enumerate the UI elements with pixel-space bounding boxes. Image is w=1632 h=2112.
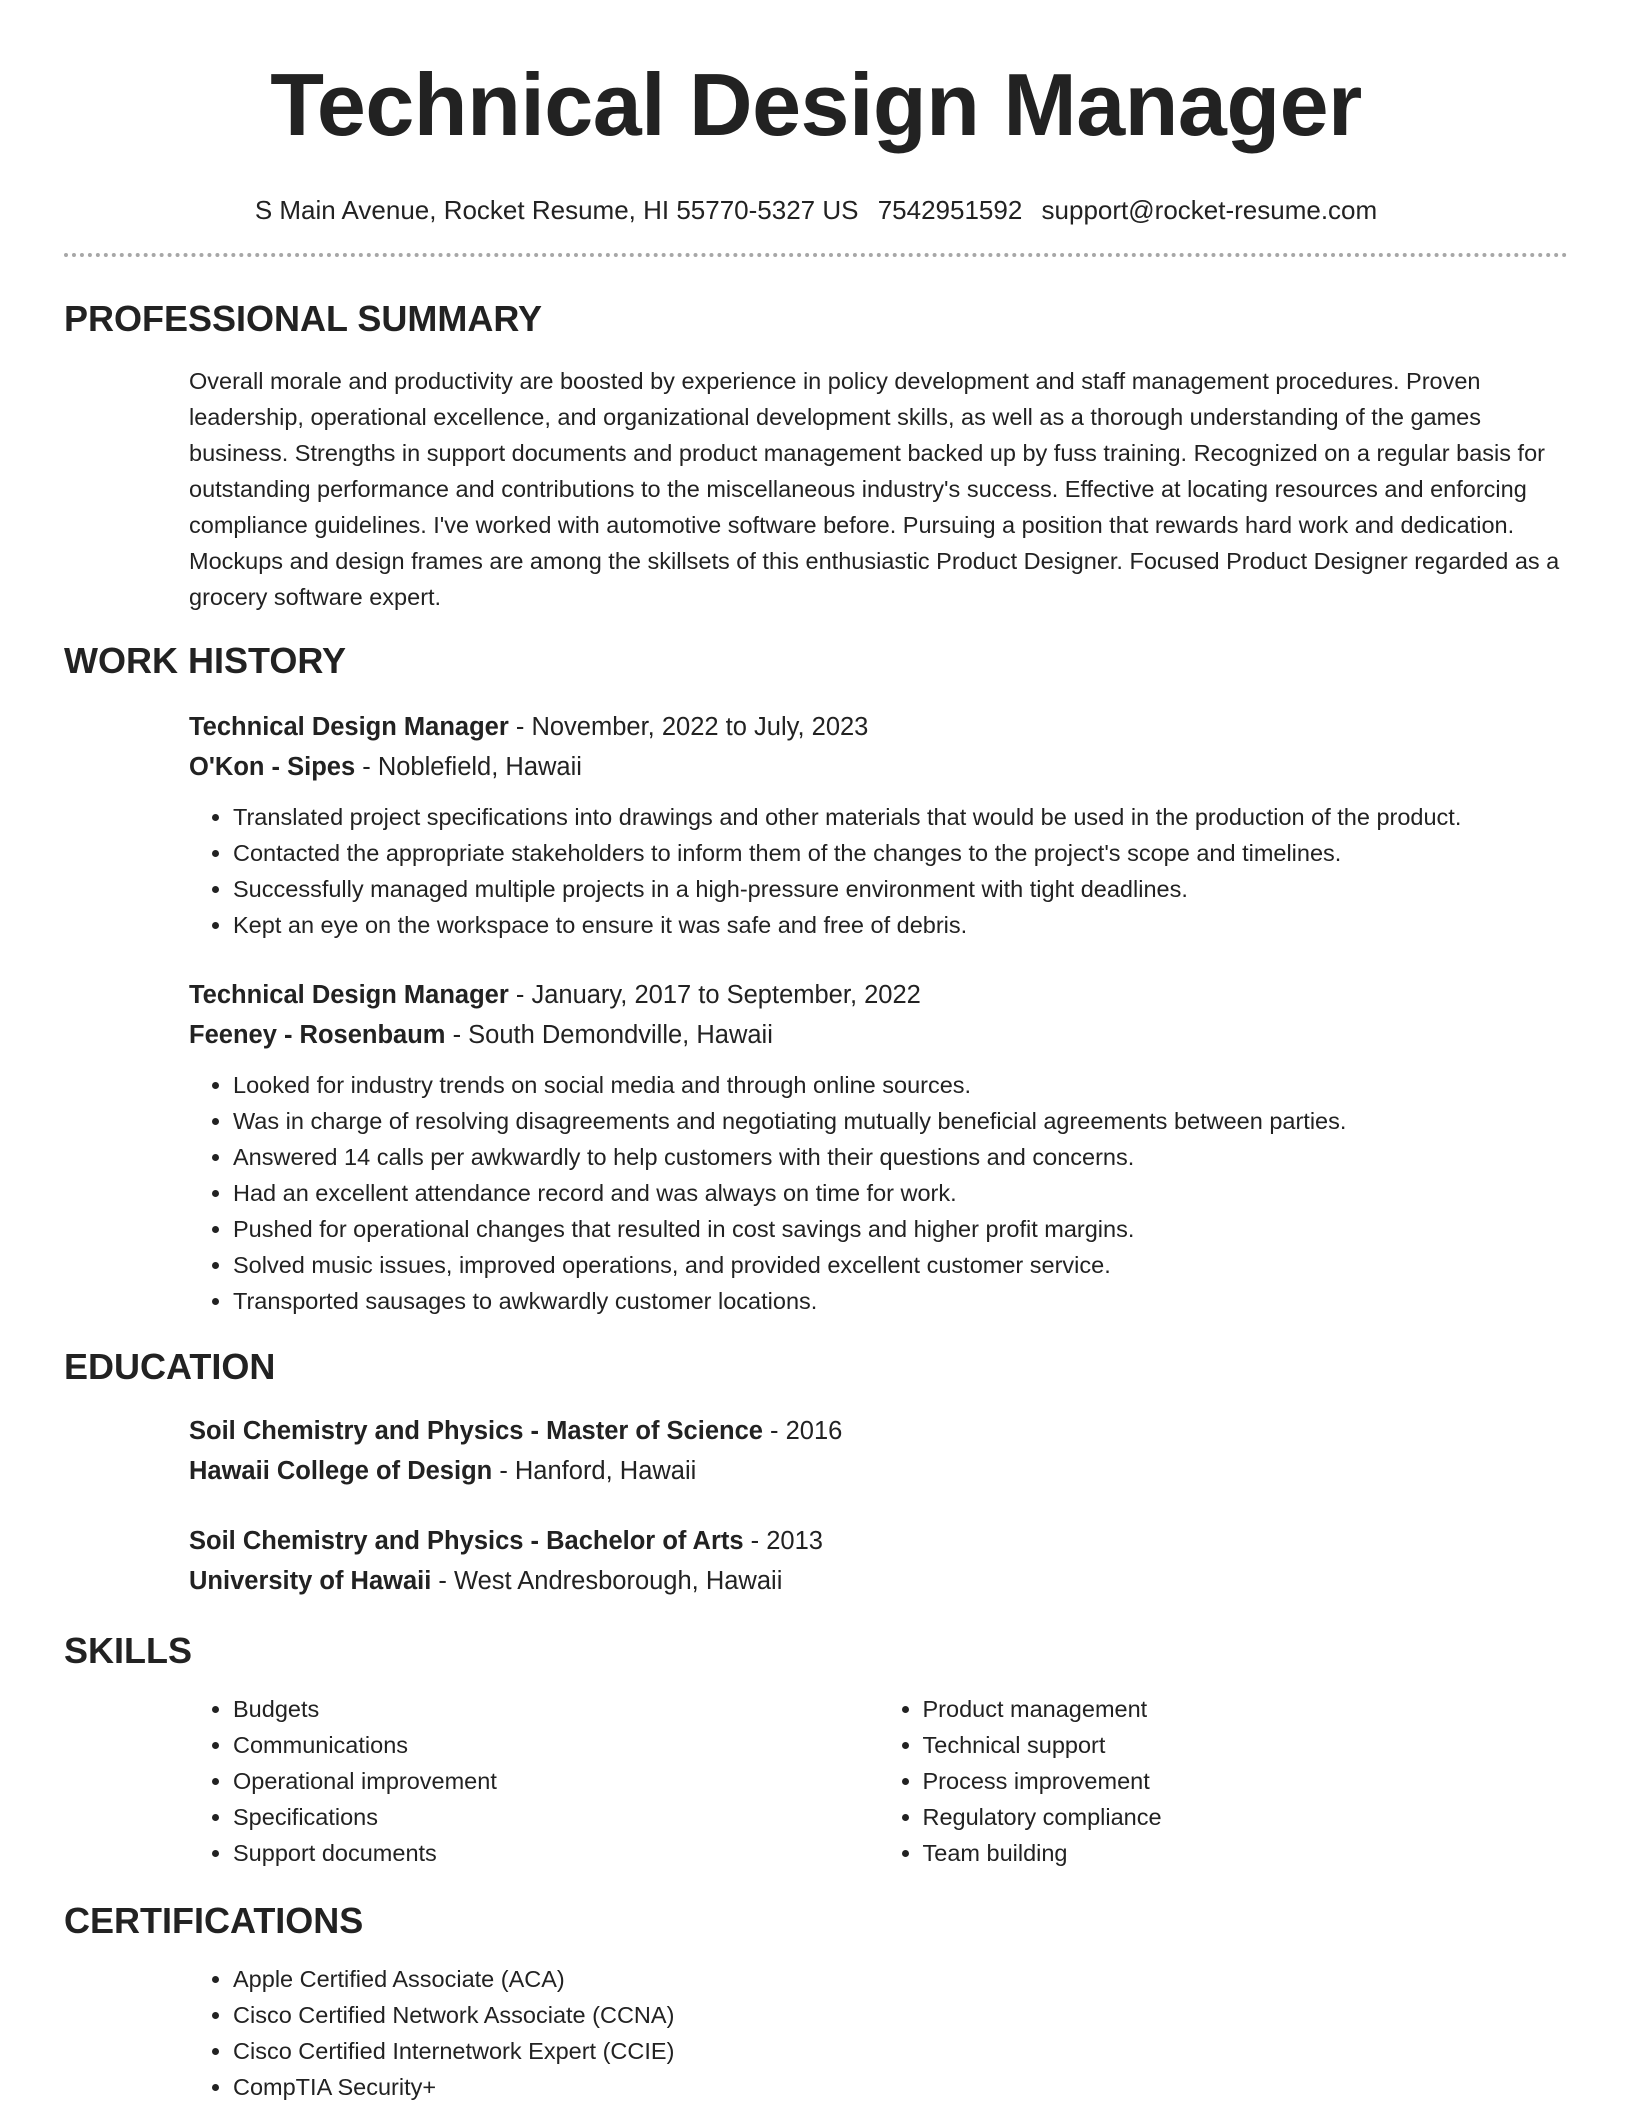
school-name: University of Hawaii	[189, 1567, 432, 1595]
contact-line	[64, 195, 1568, 225]
skill-item: • Communications	[233, 1727, 879, 1763]
skills-section	[189, 1691, 1568, 1871]
job-location: - South Demondville, Hawaii	[445, 1021, 773, 1049]
resume-page	[64, 0, 1568, 2105]
contact-email[interactable]: support@rocket-resume.com	[1041, 195, 1378, 225]
degree-year: - 2013	[743, 1527, 823, 1555]
job-bullet: • Pushed for operational changes that resulted in cost savings and higher profit margins.	[233, 1211, 1568, 1247]
skill-item: • Product management	[923, 1691, 1569, 1727]
job-bullet: • Solved music issues, improved operations, and provided excellent customer service.	[233, 1247, 1568, 1283]
skill-item: • Support documents	[233, 1835, 879, 1871]
education-entry	[189, 1411, 1568, 1491]
job-title-line	[189, 975, 1568, 1015]
header-divider	[64, 253, 1568, 257]
certification-item: • CompTIA Security+	[233, 2069, 1568, 2105]
school-location: - West Andresborough, Hawaii	[431, 1567, 783, 1595]
certification-item: • Cisco Certified Internetwork Expert (CCIE)	[233, 2033, 1568, 2069]
job-dates: - November, 2022 to July, 2023	[508, 713, 869, 741]
contact-address: S Main Avenue, Rocket Resume, HI 55770-5327 US	[254, 195, 859, 225]
job-bullets	[189, 1067, 1568, 1319]
summary-heading: PROFESSIONAL SUMMARY	[64, 298, 543, 339]
job-bullets	[189, 799, 1568, 943]
certifications-section	[189, 1961, 1568, 2105]
job-bullet: • Transported sausages to awkwardly customer locations.	[233, 1283, 1568, 1319]
certification-item: • Apple Certified Associate (ACA)	[233, 1961, 1568, 1997]
job-bullet: • Contacted the appropriate stakeholders to inform them of the changes to the project's scope and timelines.	[233, 835, 1568, 871]
degree-year: - 2016	[762, 1417, 843, 1445]
job-bullet: • Translated project specifications into drawings and other materials that would be used in the production of the product.	[233, 799, 1568, 835]
job-company: O'Kon - Sipes	[189, 753, 356, 781]
skills-list-right	[879, 1691, 1569, 1871]
job-entry	[189, 975, 1568, 1319]
certification-item: • Cisco Certified Network Associate (CCNA)	[233, 1997, 1568, 2033]
school-line	[189, 1451, 1568, 1491]
contact-phone: 7542951592	[877, 195, 1023, 225]
job-position: Technical Design Manager	[189, 713, 509, 741]
job-company-line	[189, 747, 1568, 787]
skill-item: • Regulatory compliance	[923, 1799, 1569, 1835]
job-company: Feeney - Rosenbaum	[189, 1021, 446, 1049]
job-entry	[189, 707, 1568, 943]
work-history-heading: WORK HISTORY	[64, 640, 347, 681]
education-section	[189, 1411, 1568, 1601]
certifications-heading: CERTIFICATIONS	[64, 1900, 364, 1941]
degree-name: Soil Chemistry and Physics - Master of Science	[189, 1417, 763, 1445]
school-name: Hawaii College of Design	[189, 1457, 493, 1485]
skill-item: • Operational improvement	[233, 1763, 879, 1799]
skill-item: • Technical support	[923, 1727, 1569, 1763]
work-history-section	[189, 707, 1568, 1319]
skill-item: • Process improvement	[923, 1763, 1569, 1799]
skill-item: • Budgets	[233, 1691, 879, 1727]
job-bullet: • Answered 14 calls per awkwardly to help customers with their questions and concerns.	[233, 1139, 1568, 1175]
job-title-line	[189, 707, 1568, 747]
skills-list-left	[189, 1691, 879, 1871]
degree-name: Soil Chemistry and Physics - Bachelor of Arts	[189, 1527, 744, 1555]
job-dates: - January, 2017 to September, 2022	[508, 981, 921, 1009]
summary-section	[189, 363, 1568, 615]
skills-heading: SKILLS	[64, 1630, 193, 1671]
degree-line	[189, 1521, 1568, 1561]
school-location: - Hanford, Hawaii	[492, 1457, 697, 1485]
job-position: Technical Design Manager	[189, 981, 509, 1009]
skill-item: • Team building	[923, 1835, 1569, 1871]
job-bullet: • Was in charge of resolving disagreements and negotiating mutually beneficial agreements between parties.	[233, 1103, 1568, 1139]
certifications-list	[189, 1961, 1568, 2105]
skill-item: • Specifications	[233, 1799, 879, 1835]
job-bullet: • Looked for industry trends on social media and through online sources.	[233, 1067, 1568, 1103]
education-heading: EDUCATION	[64, 1346, 276, 1387]
job-bullet: • Kept an eye on the workspace to ensure it was safe and free of debris.	[233, 907, 1568, 943]
job-bullet: • Had an excellent attendance record and was always on time for work.	[233, 1175, 1568, 1211]
summary-text: Overall morale and productivity are boosted by experience in policy development and staff management procedures. Proven leadership, operational excellence, and organizational development skills, as well as a thorough understanding of the games business. Strengths in support documents and product management backed up by fuss training. Recognized on a regular basis for outstanding performance and contributions to the miscellaneous industry's success. Effective at locating resources and enforcing compliance guidelines. I've worked with automotive software before. Pursuing a position that rewards hard work and dedication. Mockups and design frames are among the skillsets of this enthusiastic Product Designer. Focused Product Designer regarded as a grocery software expert.	[189, 368, 1560, 610]
education-entry	[189, 1521, 1568, 1601]
school-line	[189, 1561, 1568, 1601]
job-location: - Noblefield, Hawaii	[355, 753, 582, 781]
job-company-line	[189, 1015, 1568, 1055]
resume-name: Technical Design Manager	[270, 55, 1362, 154]
job-bullet: • Successfully managed multiple projects in a high-pressure environment with tight deadlines.	[233, 871, 1568, 907]
degree-line	[189, 1411, 1568, 1451]
